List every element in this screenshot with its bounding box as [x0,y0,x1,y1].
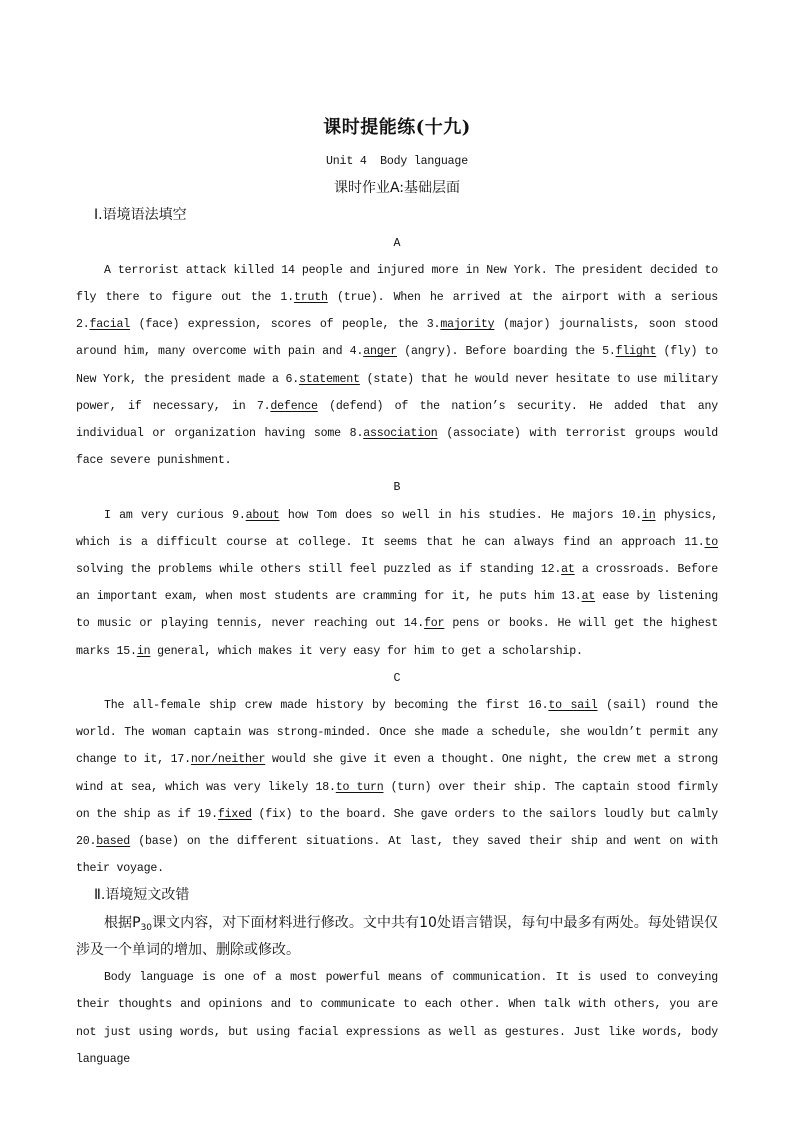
passage-text-run: (face) expression, scores of people, the 3. [130,318,441,332]
answer-10: in [642,508,656,522]
answer-7: defence [270,399,318,413]
passage-text-run: general, which makes it very easy for him to get a scholarship. [150,644,583,658]
passage-text-run: a crossroads. Before an important exam, when most students are cramming for it, he puts him 13. [76,563,719,604]
grammar-fill-passages [76,230,718,883]
answer-8: association [363,427,438,441]
passage-text-run: (true). When he arrived at the airport with a serious 2. [76,291,718,332]
answer-4: anger [363,345,397,359]
passage-text-run: ease by listening to music or playing tennis, never reaching out 14. [76,590,719,631]
answer-6: statement [299,372,360,386]
passage-label-b: B [393,481,401,495]
section-2-heading: Ⅱ.语境短文改错 [94,887,190,904]
passage-text-run: would she give it even a thought. One night, the crew met a strong wind at sea, which was very likely 18. [76,753,718,794]
passage-text-run: The all-female ship crew made history by becoming the first 16. [104,699,549,713]
answer-1: truth [293,291,328,305]
passage-text-run: (fix) to the board. She gave orders to the sailors loudly but calmly 20. [76,807,719,849]
passage-c-text [76,692,718,882]
homework-subtitle: 课时作业A:基础层面 [333,180,461,197]
passage-text-run: (turn) over their ship. The captain stood firmly on the ship as if 19. [76,780,718,821]
passage-text-run: pens or books. He will get the highest marks 15. [76,617,718,658]
answer-17: nor/neither [190,753,266,767]
answer-20: based [96,835,131,849]
answer-3: majority [440,318,495,332]
passage-text-run: (angry). Before boarding the 5. [397,345,616,359]
error-correction-instruction [76,910,718,964]
passage-text-run: (base) on the different situations. At last, they saved their ship and went on with their voyage. [76,835,718,876]
answer-14: for [424,617,445,631]
answer-11: to [704,535,718,549]
passage-text-run: how Tom does so well in his studies. He majors 10. [279,508,643,522]
passage-text-run: I am very curious 9. [104,508,246,522]
section-1-heading: Ⅰ.语境语法填空 [94,207,187,224]
page-title: 课时提能练(十九) [323,117,471,138]
answer-16: to sail [548,699,598,713]
answer-13: at [581,590,596,604]
passage-text-run: (state) that he would never hesitate to use military power, if necessary, in 7. [76,372,718,413]
passage-a-text [76,257,718,475]
passage-text-run: solving the problems while others still feel puzzled as if standing 12. [76,563,562,577]
answer-18: to turn [335,780,384,794]
answer-19: fixed [217,807,252,821]
answer-15: in [136,644,151,658]
answer-2: facial [89,318,131,332]
passage-label-a: A [393,236,401,250]
passage-text-run: (major) journalists, soon stood around him, many overcome with pain and 4. [76,318,718,359]
passage-text-run: (fly) to New York, the president made a 6. [76,345,718,386]
instruction-text-start: 根据P [104,914,141,931]
passage-text-run: (sail) round the world. The woman captain was strong-minded. Once she made a schedule, she wouldn’t permit any change to it, 17. [76,699,718,767]
unit-line: Unit 4 Body language [326,155,468,168]
passage-b-text [76,502,718,665]
answer-5: flight [615,345,657,359]
passage-text-run: physics, which is a difficult course at college. It seems that he can always find an approach 11. [76,508,718,549]
passage-label-c: C [393,671,401,685]
answer-9: about [245,508,280,522]
passage-text-run: A terrorist attack killed 14 people and injured more in New York. The president decided to fly there to figure out the 1. [76,263,718,305]
passage-text-run: (associate) with terrorist groups would face severe punishment. [76,427,718,468]
passage-text-run: (defend) of the nation’s security. He added that any individual or organization having some 8. [76,399,718,441]
instruction-text-rest: 课文内容，对下面材料进行修改。文中共有10处语言错误，每句中最多有两处。每处错误仅涉及一个单词的增加、删除或修改。 [76,914,719,958]
page-number-subscript: 30 [140,922,153,933]
answer-12: at [561,563,575,577]
error-correction-passage: Body language is one of a most powerful means of communication. It is used to conveying their thoughts and opinions and to communicate to each other. When talk with others, you are not just using words, but using facial expressions as well as gestures. Just like words, body language [76,971,718,1066]
